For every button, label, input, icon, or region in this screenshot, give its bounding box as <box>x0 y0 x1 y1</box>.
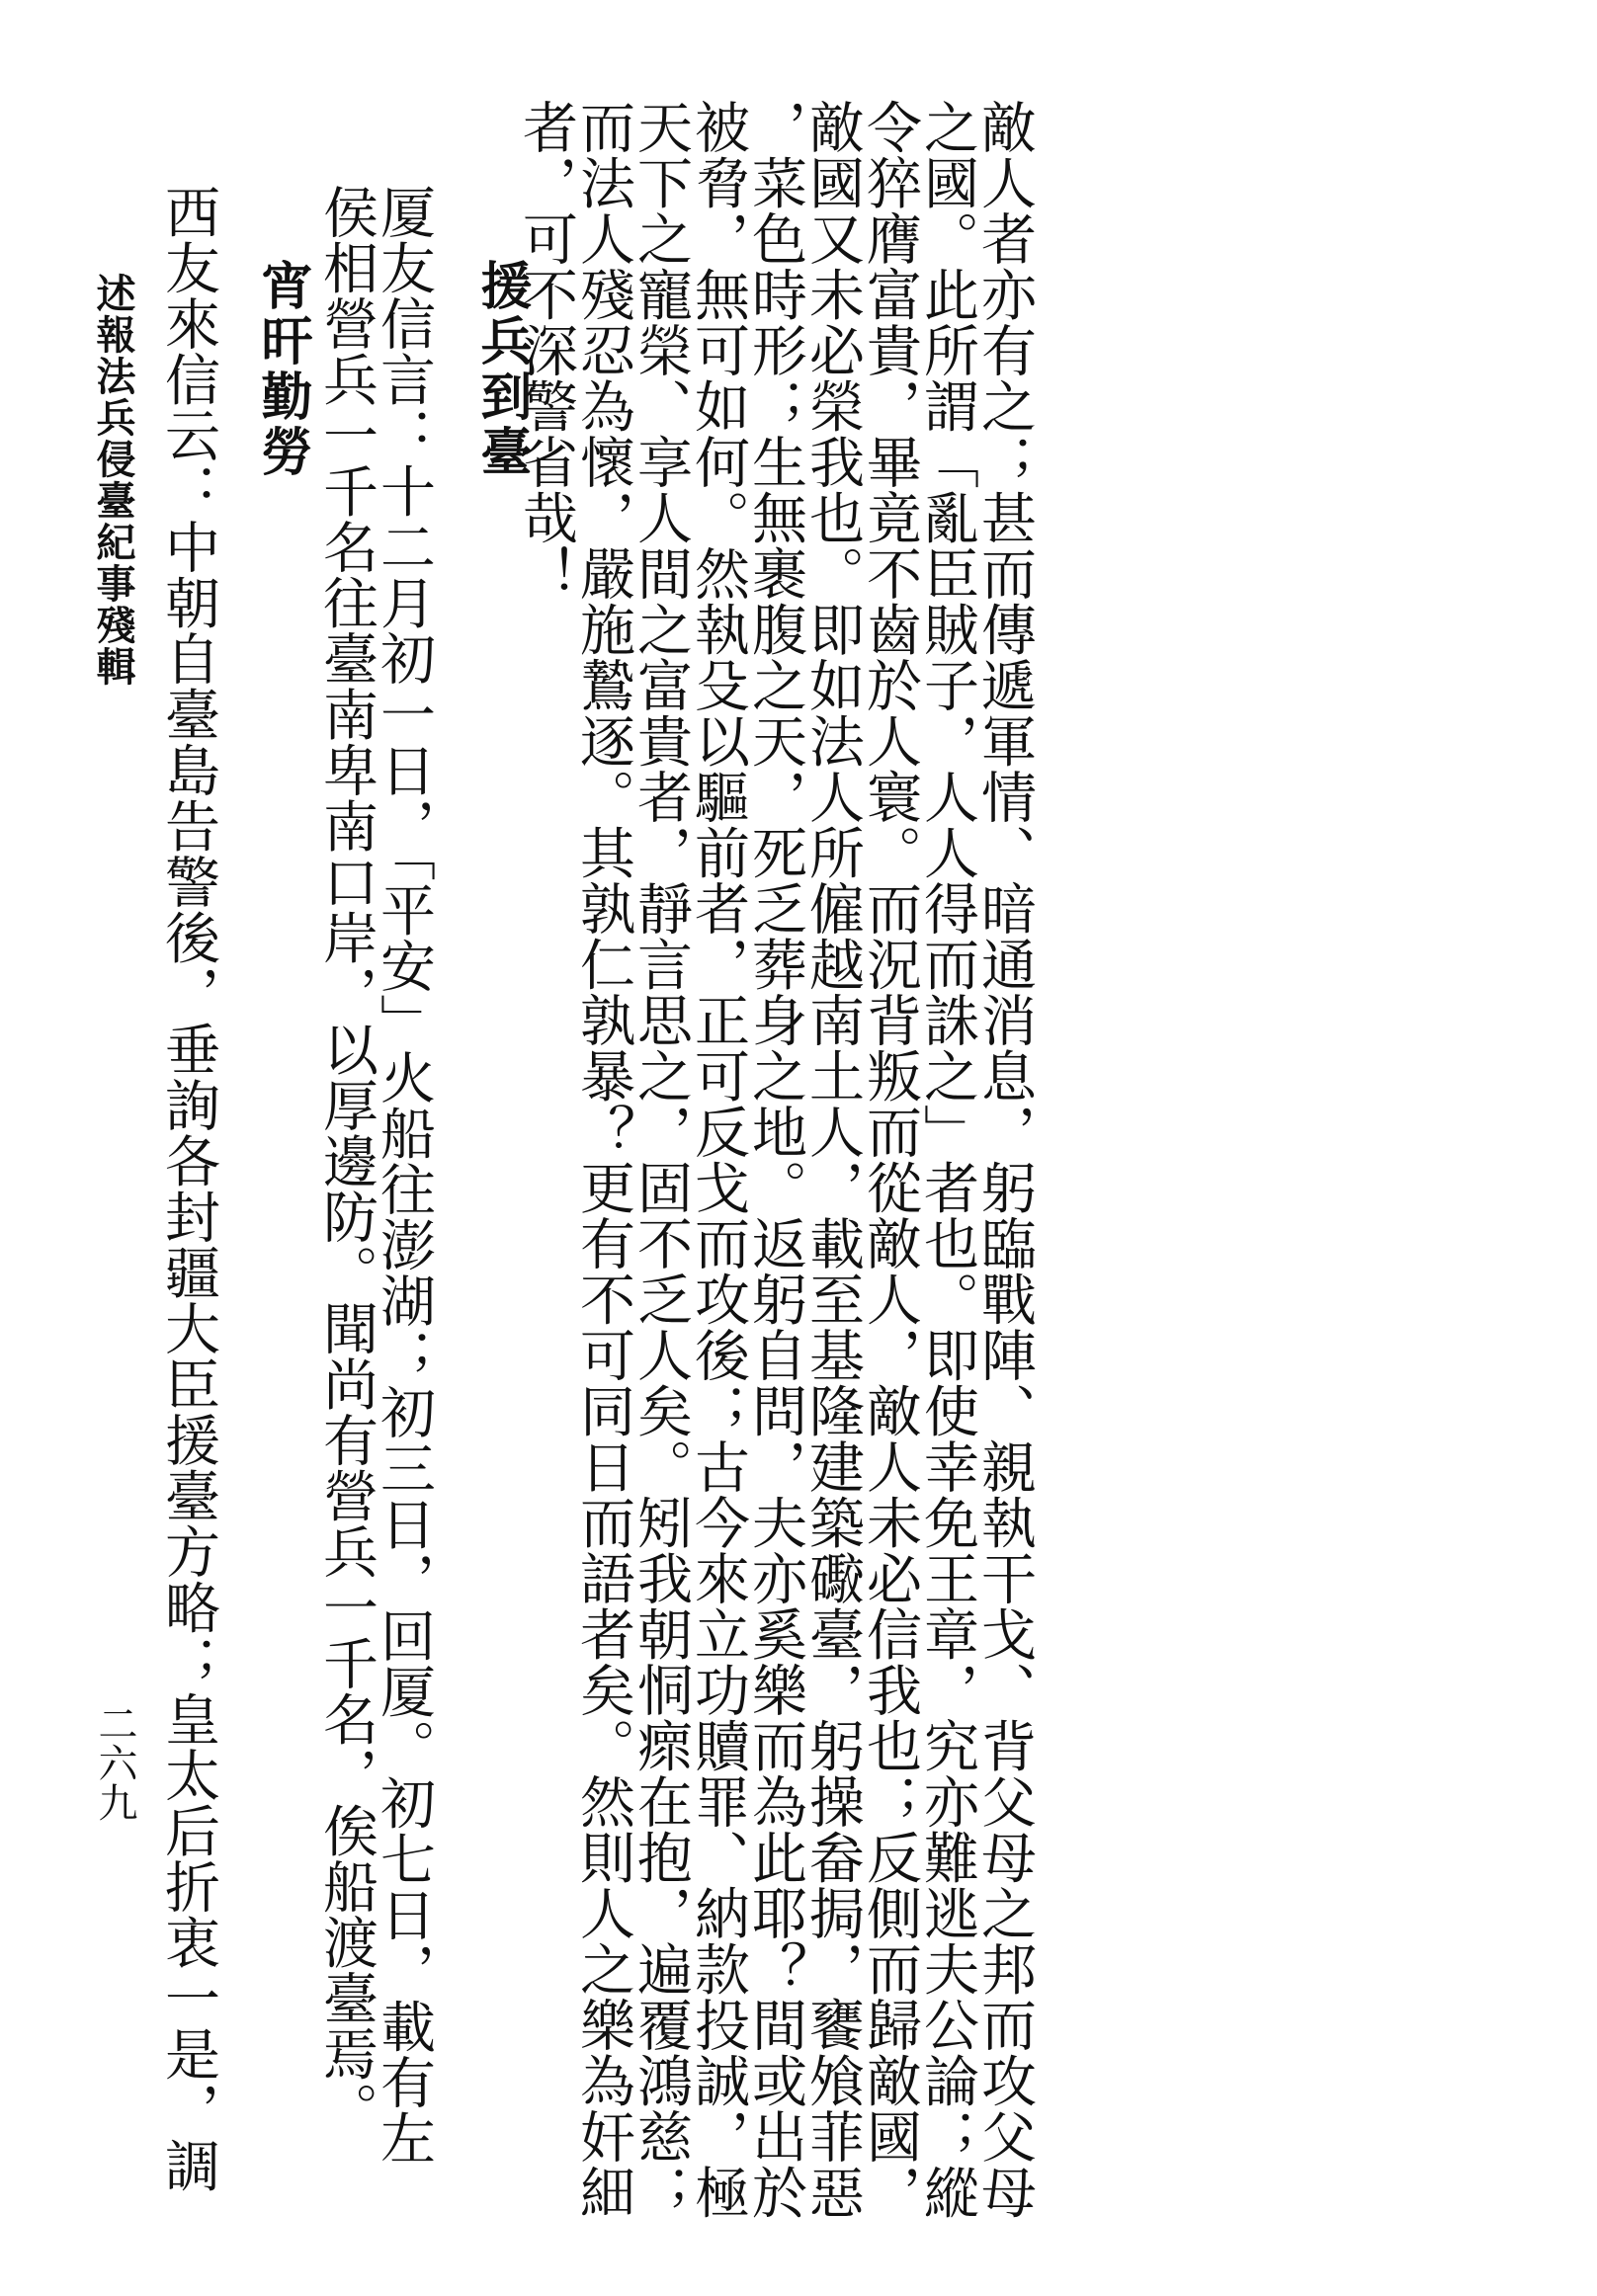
text-column: 令猝膺富貴，畢竟不齒於人寰。而況背叛而從敵人，敵人未必信我也；反側而歸敵國， <box>858 99 922 2220</box>
text-column: 天下之寵榮、享人間之富貴者，靜言思之，固不乏人矣。矧我朝恫瘝在抱，遍覆鴻慈； <box>629 99 693 2220</box>
section-heading: 援兵到臺 <box>471 259 532 480</box>
text-column: 敵國又未必榮我也。即如法人所僱越南土人，載至基隆建築礮臺，躬操畚挶，饔飧菲惡 <box>800 99 865 2220</box>
text-column: 而法人殘忍為懷，嚴施鷙逐。其孰仁孰暴？更有不可同日而語者矣。然則人之樂為奸細 <box>571 99 635 2220</box>
text-column: 之國。此所謂「亂臣賊子，人人得而誅之」者也。即使幸免王章，究亦難逃夫公論；縱 <box>915 99 979 2220</box>
text-column: ，菜色時形；生無裹腹之天，死乏葬身之地。返躬自問，夫亦奚樂而為此耶？間或出於 <box>743 99 807 2220</box>
text-column: 被脅，無可如何。然執殳以驅前者，正可反戈而攻後；古今來立功贖罪、納款投誠，極 <box>686 99 750 2220</box>
running-title: 述報法兵侵臺紀事殘輯 <box>90 273 136 688</box>
text-column: 者，可不深警省哉！ <box>514 99 578 602</box>
text-column: 侯相營兵一千名往臺南卑南口岸，以厚邊防。聞尚有營兵一千名，俟船渡臺焉。 <box>314 184 378 2138</box>
text-column: 西友來信云：中朝自臺島告警後，垂詢各封疆大臣援臺方略；皇太后折衷一是，調 <box>156 184 220 2193</box>
section-heading: 宵旰勤勞 <box>252 259 312 480</box>
page-number: 二六九 <box>92 1703 137 1822</box>
text-column: 敵人者亦有之；甚而傳遞軍情、暗通消息，躬臨戰陣、親執干戈、背父母之邦而攻父母 <box>972 99 1037 2220</box>
text-column: 厦友信言：十二月初一日，「平安」火船往澎湖；初三日，回厦。初七日，載有左 <box>372 184 436 2166</box>
